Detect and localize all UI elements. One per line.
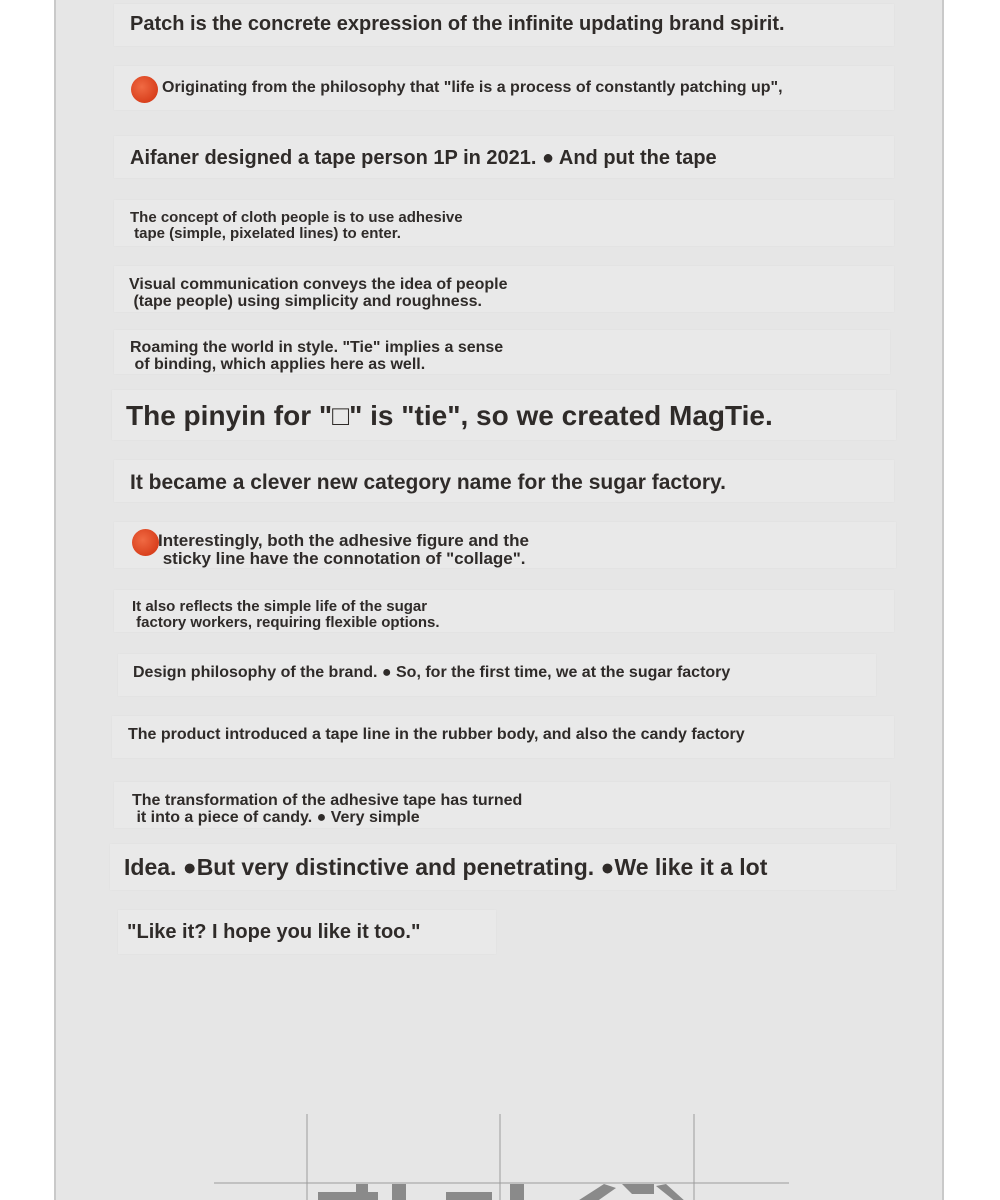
line-sugar-workers: It also reflects the simple life of the sugar factory workers, requiring flexible options. <box>132 598 440 631</box>
orange-bullet-icon <box>132 529 159 556</box>
line-hope-you-like: "Like it? I hope you like it too." <box>127 921 421 943</box>
line-category-name: It became a clever new category name for the sugar factory. <box>130 471 727 494</box>
text-strip-2 <box>114 66 894 110</box>
line-tape-to-candy: The transformation of the adhesive tape has turned it into a piece of candy. ● Very simple <box>132 792 523 826</box>
document-page <box>54 0 944 1200</box>
text-strip-6 <box>114 330 890 374</box>
line-design-philosophy: Design philosophy of the brand. ● So, for the first time, we at the sugar factory <box>133 664 731 681</box>
line-cloth-people: The concept of cloth people is to use adhesive tape (simple, pixelated lines) to enter. <box>130 209 463 242</box>
text-strip-7 <box>112 390 896 440</box>
text-strip-10 <box>114 590 894 632</box>
line-tape-person: Aifaner designed a tape person 1P in 2021. ● And put the tape <box>130 147 717 169</box>
text-strip-12 <box>112 716 894 758</box>
line-collage: Interestingly, both the adhesive figure and the sticky line have the connotation of "collage". <box>158 531 529 568</box>
text-strip-14 <box>110 844 896 890</box>
line-distinctive: Idea. ●But very distinctive and penetrating. ●We like it a lot <box>124 854 768 880</box>
text-strip-13 <box>114 782 890 828</box>
text-strip-1 <box>114 4 894 46</box>
text-strip-5 <box>114 266 894 312</box>
text-strip-3 <box>114 136 894 178</box>
text-strip-8 <box>114 460 894 502</box>
line-rubber-body: The product introduced a tape line in the rubber body, and also the candy factory <box>128 726 745 743</box>
text-strip-15 <box>118 910 496 954</box>
line-philosophy-origin: Originating from the philosophy that "life is a process of constantly patching up", <box>162 79 783 96</box>
text-strip-4 <box>114 200 894 246</box>
text-strip-9 <box>114 522 896 568</box>
line-roaming-world: Roaming the world in style. "Tie" implies a sense of binding, which applies here as well. <box>130 339 504 373</box>
line-visual-communication: Visual communication conveys the idea of people (tape people) using simplicity and roughness. <box>129 276 508 310</box>
line-pinyin-magtie: The pinyin for "□" is "tie", so we created MagTie. <box>126 400 773 431</box>
text-strip-11 <box>118 654 876 696</box>
line-brand-spirit: Patch is the concrete expression of the infinite updating brand spirit. <box>130 13 785 35</box>
logo-glyph-strokes <box>318 1184 686 1200</box>
orange-bullet-icon <box>131 76 158 103</box>
bottom-logo-artwork <box>56 1080 944 1200</box>
